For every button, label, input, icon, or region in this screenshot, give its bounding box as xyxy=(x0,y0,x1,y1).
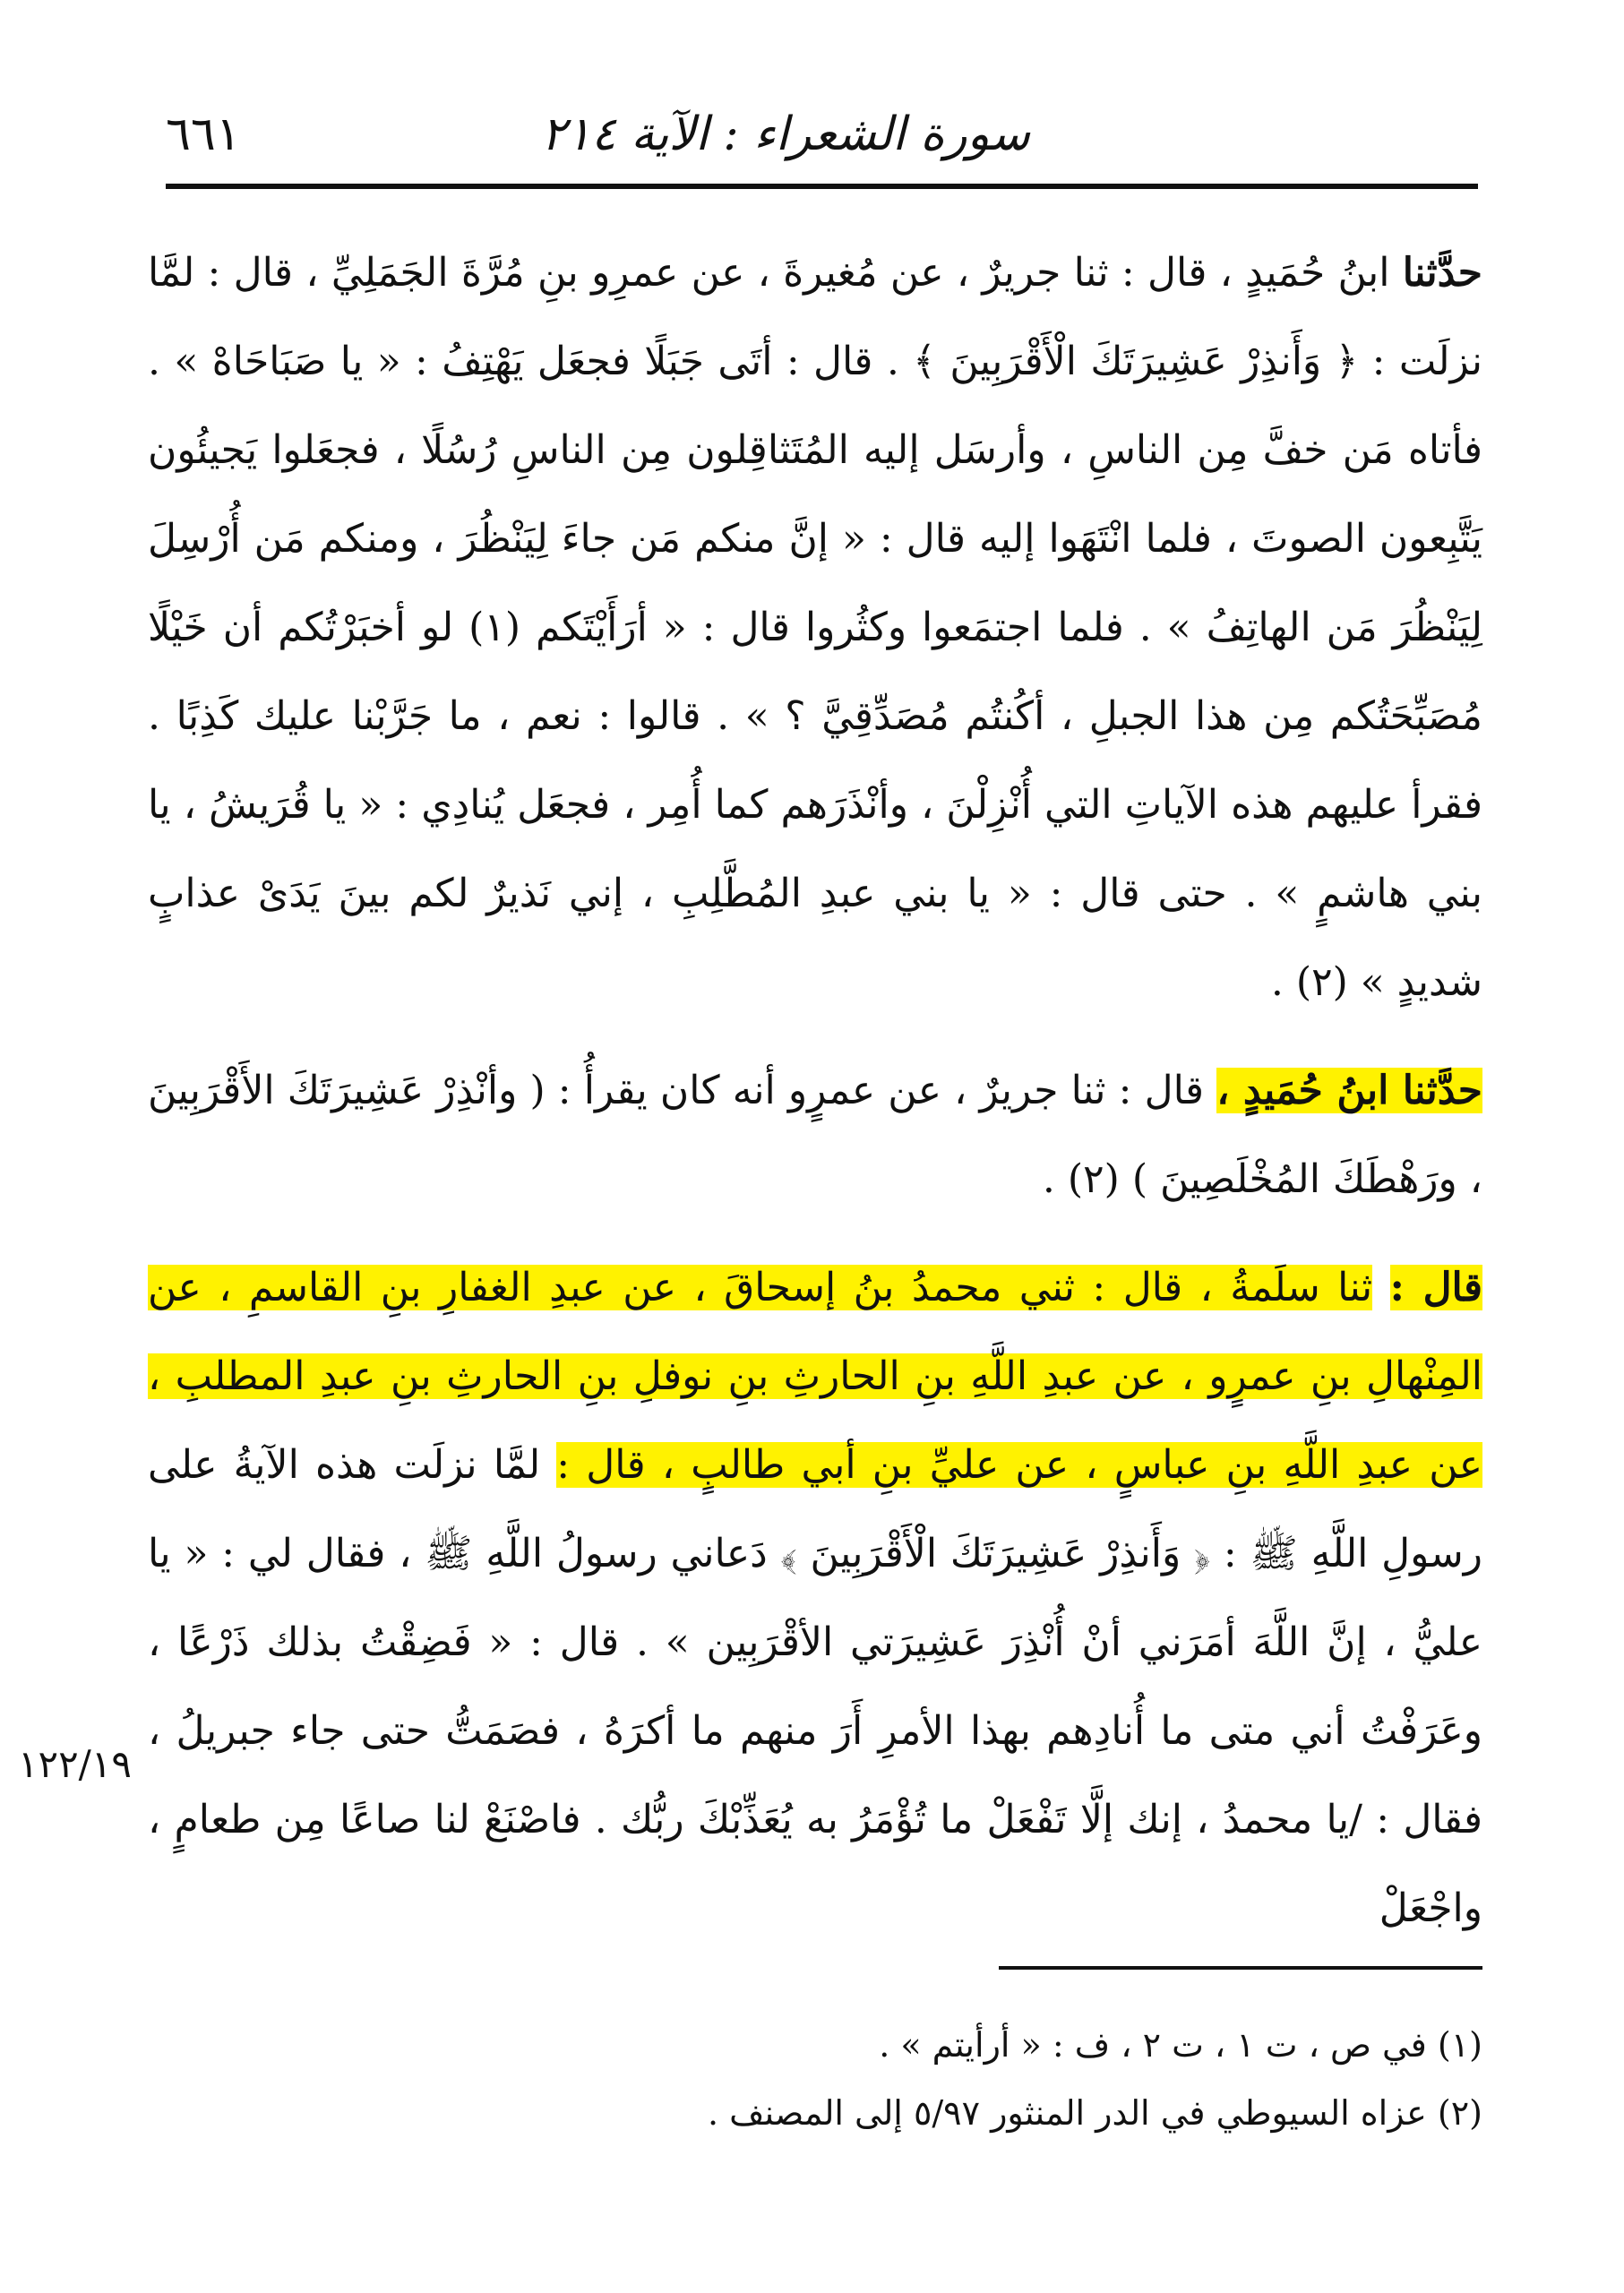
page-number: ٦٦١ xyxy=(166,107,241,161)
main-text xyxy=(148,228,1482,1953)
header-rule xyxy=(166,184,1478,189)
paragraph-2 xyxy=(148,1046,1482,1224)
paragraph-2-lead: حدَّثنا ابنُ حُمَيدٍ ، xyxy=(1216,1068,1482,1113)
page-header xyxy=(166,107,1478,179)
paragraph-2-text: قال : ثنا جريرٌ ، عن عمرٍو أنه كان يقرأُ : ( وأنْذِرْ عَشِيرَتَكَ الأَقْرَبِينَ ، ورَهْطَكَ المُخْلَصِينَ ) (٢) . xyxy=(148,1068,1482,1202)
running-title: سورة الشعراء : الآية ٢١٤ xyxy=(540,107,1030,161)
footnote-1: (١) في ص ، ت ١ ، ت ٢ ، ف : « أرأيتم » . xyxy=(879,2025,1482,2065)
paragraph-3-text: لمَّا نزلَت هذه الآيةُ على رسولِ اللَّهِ ﷺ : ﴿ وَأَنذِرْ عَشِيرَتَكَ الْأَقْرَبِينَ ﴾ دَعاني رسولُ اللَّهِ ﷺ ، فقال لي : « يا عليُّ ، إنَّ اللَّهَ أمَرَني أنْ أُنْذِرَ عَشِيرَتي الأقْرَبِين » . قال : « فَضِقْتُ بذلك ذَرْعًا ، وعَرَفْتُ أني متى ما أُنادِهم بهذا الأمرِ أَرَ منهم ما أكرَهُ ، فصَمَتُّ حتى جاء جبريلُ ، فقال : /يا محمدُ ، إنك إلَّا تَفْعَلْ ما تُؤْمَرُ به يُعَذِّبْكَ ربُّك . فاصْنَعْ لنا صاعًا مِن طعامٍ ، واجْعَلْ xyxy=(148,1442,1482,1931)
paragraph-1 xyxy=(148,228,1482,1026)
paragraph-1-lead: حدَّثنا xyxy=(1402,250,1482,296)
margin-reference: ١٢٢/١٩ xyxy=(18,1742,132,1786)
paragraph-1-text: ابنُ حُمَيدٍ ، قال : ثنا جريرٌ ، عن مُغيرةَ ، عن عمرِو بنِ مُرَّةَ الجَمَلِيِّ ، قال : لمَّا نزلَت : ﴿ وَأَنذِرْ عَشِيرَتَكَ الْأَقْرَبِينَ ﴾ . قال : أتَى جَبَلًا فجعَل يَهْتِفُ : « يا صَبَاحَاهْ » . فأتاه مَن خفَّ مِن الناسِ ، وأرسَل إليه المُتَثاقِلون مِن الناسِ رُسُلًا ، فجعَلوا يَجيئُون يَتَّبِعون الصوتَ ، فلما انْتَهَوا إليه قال : « إنَّ منكم مَن جاءَ لِيَنْظُرَ ، ومنكم مَن أُرْسِلَ لِيَنْظُرَ مَن الهاتِفُ » . فلما اجتمَعوا وكثُروا قال : « أرَأَيْتَكم (١) لو أخبَرْتُكم أن خَيْلًا مُصَبِّحَتُكم مِن هذا الجبلِ ، أكُنتُم مُصَدِّقِيَّ ؟ » . قالوا : نعم ، ما جَرَّبْنا عليك كَذِبًا . فقرأ عليهم هذه الآياتِ التي أُنْزِلْنَ ، وأنْذَرَهم كما أُمِر ، فجعَل يُنادِي : « يا قُرَيشُ ، يا بني هاشمٍ » . حتى قال : « يا بني عبدِ المُطَّلِبِ ، إني نَذيرٌ لكم بينَ يَدَىْ عذابٍ شديدٍ » (٢) . xyxy=(148,250,1482,1005)
paragraph-3 xyxy=(148,1243,1482,1953)
footnote-2: (٢) عزاه السيوطي في الدر المنثور ٥/٩٧ إلى المصنف . xyxy=(707,2093,1482,2133)
footnote-rule xyxy=(999,1966,1482,1970)
paragraph-3-lead: قال : xyxy=(1389,1265,1483,1310)
highlighted-isnad: ثنا سلَمةُ ، قال : ثني محمدُ بنُ إسحاقَ ، عن عبدِ الغفارِ بنِ القاسمِ ، عن المِنْهالِ بنِ عمرٍو ، عن عبدِ اللَّهِ بنِ الحارثِ بنِ نوفلِ بنِ الحارثِ بنِ عبدِ المطلبِ ، عن عبدِ اللَّهِ بنِ عباسٍ ، عن عليِّ بنِ أبي طالبٍ ، قال : xyxy=(148,1265,1482,1488)
footnotes xyxy=(166,2011,1482,2147)
